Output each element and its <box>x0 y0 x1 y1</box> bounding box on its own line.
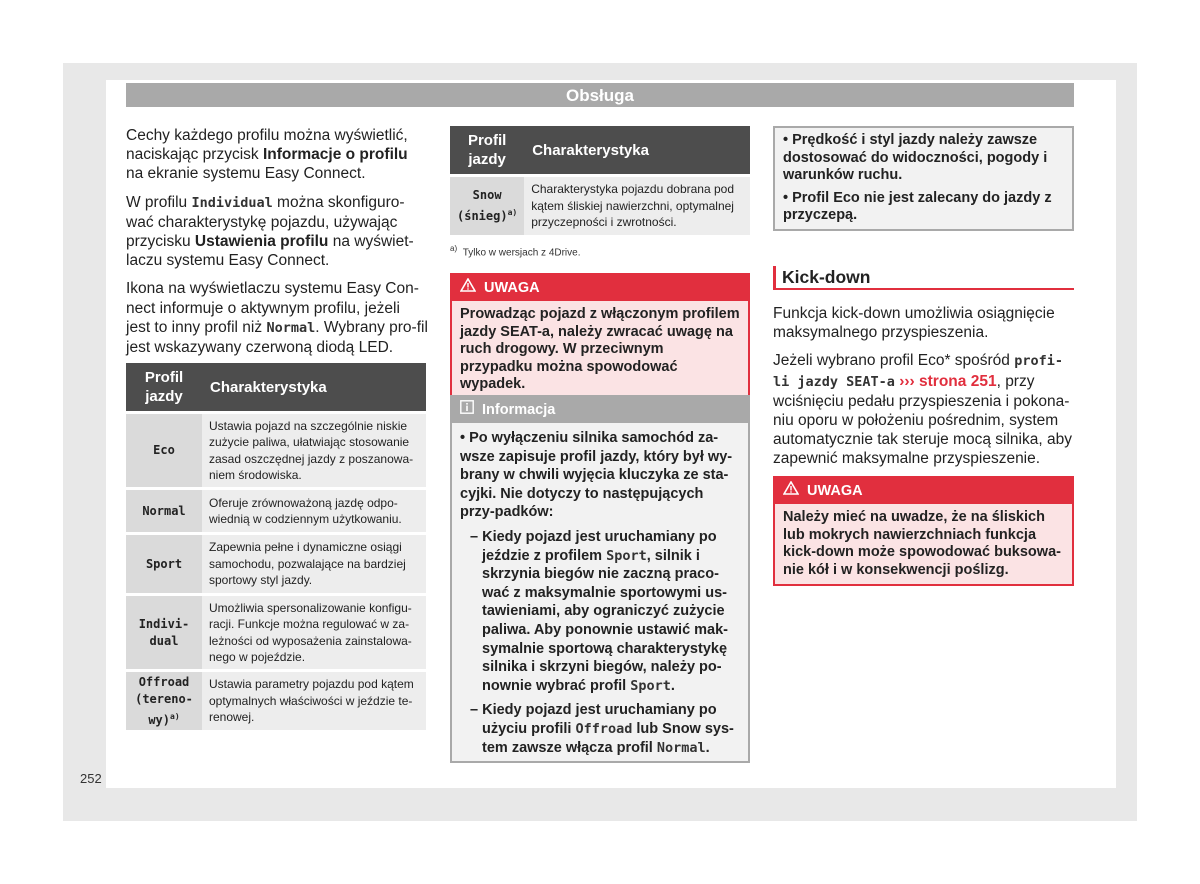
profile-desc: Charakterystyka pojazdu dobrana pod kątem śliskiej nawierzchni, optymalnej przyczepności i zwrotności. <box>524 177 750 235</box>
profile-name: Eco <box>126 414 202 487</box>
info-box <box>450 395 750 763</box>
text: , przy wciśnięciu pedału przyspieszenia i pokona-niu oporu w położeniu pośrednim, system automatycznie tak steruje mocą silnika, aby zapewnić maksymalne przyspieszenie. <box>773 372 1072 468</box>
table-header-characteristics: Charakterystyka <box>524 126 750 174</box>
text: na ekranie systemu Easy Connect. <box>126 165 366 183</box>
text: na wyświet-laczu systemu Easy Connect. <box>126 233 414 270</box>
text: – Kiedy pojazd jest uruchamiany po jeździe z profilem <box>470 528 717 564</box>
info-title: Informacja <box>482 402 556 418</box>
paragraph-1 <box>126 126 428 184</box>
profile-code: Sport <box>606 547 647 564</box>
table-header-profile: Profil jazdy <box>450 126 524 174</box>
warning-box <box>450 273 750 401</box>
table-row <box>126 490 426 532</box>
footnote-mark: a) <box>507 208 518 217</box>
profile-name-text: Snow (śnieg) <box>457 188 508 223</box>
section-title: Kick-down <box>773 266 1074 290</box>
info-header <box>452 397 748 423</box>
warning-header <box>452 275 748 301</box>
text: W profilu <box>126 193 192 211</box>
section-header: Obsługa <box>126 83 1074 107</box>
profile-name: Normal <box>126 490 202 532</box>
text: . <box>670 677 675 694</box>
table-row <box>126 672 426 730</box>
paragraph-3 <box>126 279 428 357</box>
profile-desc: Zapewnia pełne i dynamiczne osiągi samochodu, pozwalające na bardziej sportowy styl jazdy. <box>202 535 426 593</box>
profile-name: Sport <box>126 535 202 593</box>
table-header-profile: Profil jazdy <box>126 363 202 411</box>
info-icon <box>460 397 474 424</box>
profile-code: profi-li jazdy SEAT-a <box>773 353 1064 390</box>
warning-triangle-icon <box>460 275 476 302</box>
warning-text: Prowadząc pojazd z włączonym profilem jazdy SEAT-a, należy zwracać uwagę na ruch drogowy. W przeciwnym przypadku można spowodować wypadek. <box>460 306 740 392</box>
text: . Wybrany pro-fil jest wskazywany czerwoną diodą LED. <box>126 318 428 357</box>
page-reference-link[interactable]: ››› strona 251 <box>899 372 997 390</box>
info-subitem-2 <box>460 701 738 757</box>
table-row <box>126 596 426 669</box>
profile-table <box>126 363 426 730</box>
profile-desc: Oferuje zrównoważoną jazdę odpo-wiednią w codziennym użytkowaniu. <box>202 490 426 532</box>
profile-name: Indivi-dual <box>126 596 202 669</box>
profile-code: Normal <box>656 739 706 756</box>
text: – Kiedy pojazd jest uruchamiany po użyciu profili <box>470 702 717 737</box>
bold-term: Informacje o profilu <box>262 146 408 164</box>
info-subitem-1 <box>460 528 738 695</box>
left-column <box>126 126 428 366</box>
paragraph <box>773 351 1074 468</box>
snow-table <box>450 126 750 235</box>
right-column <box>773 304 1074 478</box>
profile-name <box>126 672 202 730</box>
note-box <box>773 126 1074 231</box>
table-row <box>450 177 750 235</box>
note-bullet: • Profil Eco nie jest zalecany do jazdy z przyczepą. <box>783 189 1052 223</box>
profile-code: Offroad <box>575 720 633 737</box>
warning-triangle-icon <box>783 478 799 505</box>
text: lub Snow sys-tem zawsze włącza profil <box>482 720 734 756</box>
text: . <box>705 739 710 756</box>
note-bullet: • Prędkość i styl jazdy należy zawsze dostosować do widoczności, pogody i warunków ruchu. <box>783 132 1048 183</box>
paragraph-2 <box>126 193 428 271</box>
text: można skonfiguro-wać charakterystykę pojazdu, używając przycisku <box>126 193 405 251</box>
profile-code: Individual <box>191 194 273 211</box>
profile-name-text: Offroad (tereno-wy) <box>135 674 193 727</box>
info-body <box>452 423 748 761</box>
table-header-row <box>450 126 750 174</box>
text: , silnik i skrzynia biegów nie zaczną praco-wać z maksymalnie sportowymi us-tawieniami, aby ograniczyć zużycie paliwa. Aby ponownie ustawić mak-symalnie sportową charakterystykę silnika i skrzyni biegów, należy po-nownie wybrać profil <box>482 547 729 694</box>
table-row <box>126 414 426 487</box>
profile-code: Normal <box>266 319 316 336</box>
text: Ikona na wyświetlaczu systemu Easy Con-nect informuje o aktywnym profilu, jeżeli jest to inny profil niż <box>126 280 419 336</box>
paragraph: Funkcja kick-down umożliwia osiągnięcie maksymalnego przyspieszenia. <box>773 305 1055 342</box>
profile-name <box>450 177 524 235</box>
text: Cechy każdego profilu można wyświetlić, naciskając przycisk <box>126 127 408 164</box>
table-header-characteristics: Charakterystyka <box>202 363 426 411</box>
warning-title: UWAGA <box>807 483 863 499</box>
footnote-mark: a) <box>170 711 180 721</box>
warning-text: Należy mieć na uwadze, że na śliskich lub mokrych nawierzchniach funkcja kick-down może spowodować buksowa-nie kół i w konsekwencji poślizg. <box>783 509 1061 578</box>
warning-header <box>775 478 1072 504</box>
warning-title: UWAGA <box>484 280 540 296</box>
page-number: 252 <box>80 771 102 786</box>
profile-code: Sport <box>630 677 671 694</box>
table-row <box>126 535 426 593</box>
text: Jeżeli wybrano profil Eco* spośród <box>773 352 1015 370</box>
table-header-row <box>126 363 426 411</box>
footnote-mark: a) <box>450 244 458 253</box>
bold-term: Ustawienia profilu <box>194 233 329 251</box>
footnote <box>450 244 581 258</box>
profile-desc: Ustawia parametry pojazdu pod kątem optymalnych właściwości w jeździe te-renowej. <box>202 672 426 730</box>
footnote-text: Tylko w wersjach z 4Drive. <box>462 247 581 259</box>
info-bullet: • Po wyłączeniu silnika samochód za-wsze zapisuje profil jazdy, który był wy-brany w chwili wyjęcia kluczyka ze sta-cyjki. Nie dotyczy to następujących przy-padków: <box>460 430 733 521</box>
warning-box <box>773 476 1074 586</box>
profile-desc: Umożliwia spersonalizowanie konfigu-racji. Funkcje można regulować w za-leżności od wyposażenia zainstalowa-nego w pojeździe. <box>202 596 426 669</box>
profile-desc: Ustawia pojazd na szczególnie niskie zużycie paliwa, ułatwiając stosowanie zasad oszczędnej jazdy z poszanowa-niem środowiska. <box>202 414 426 487</box>
